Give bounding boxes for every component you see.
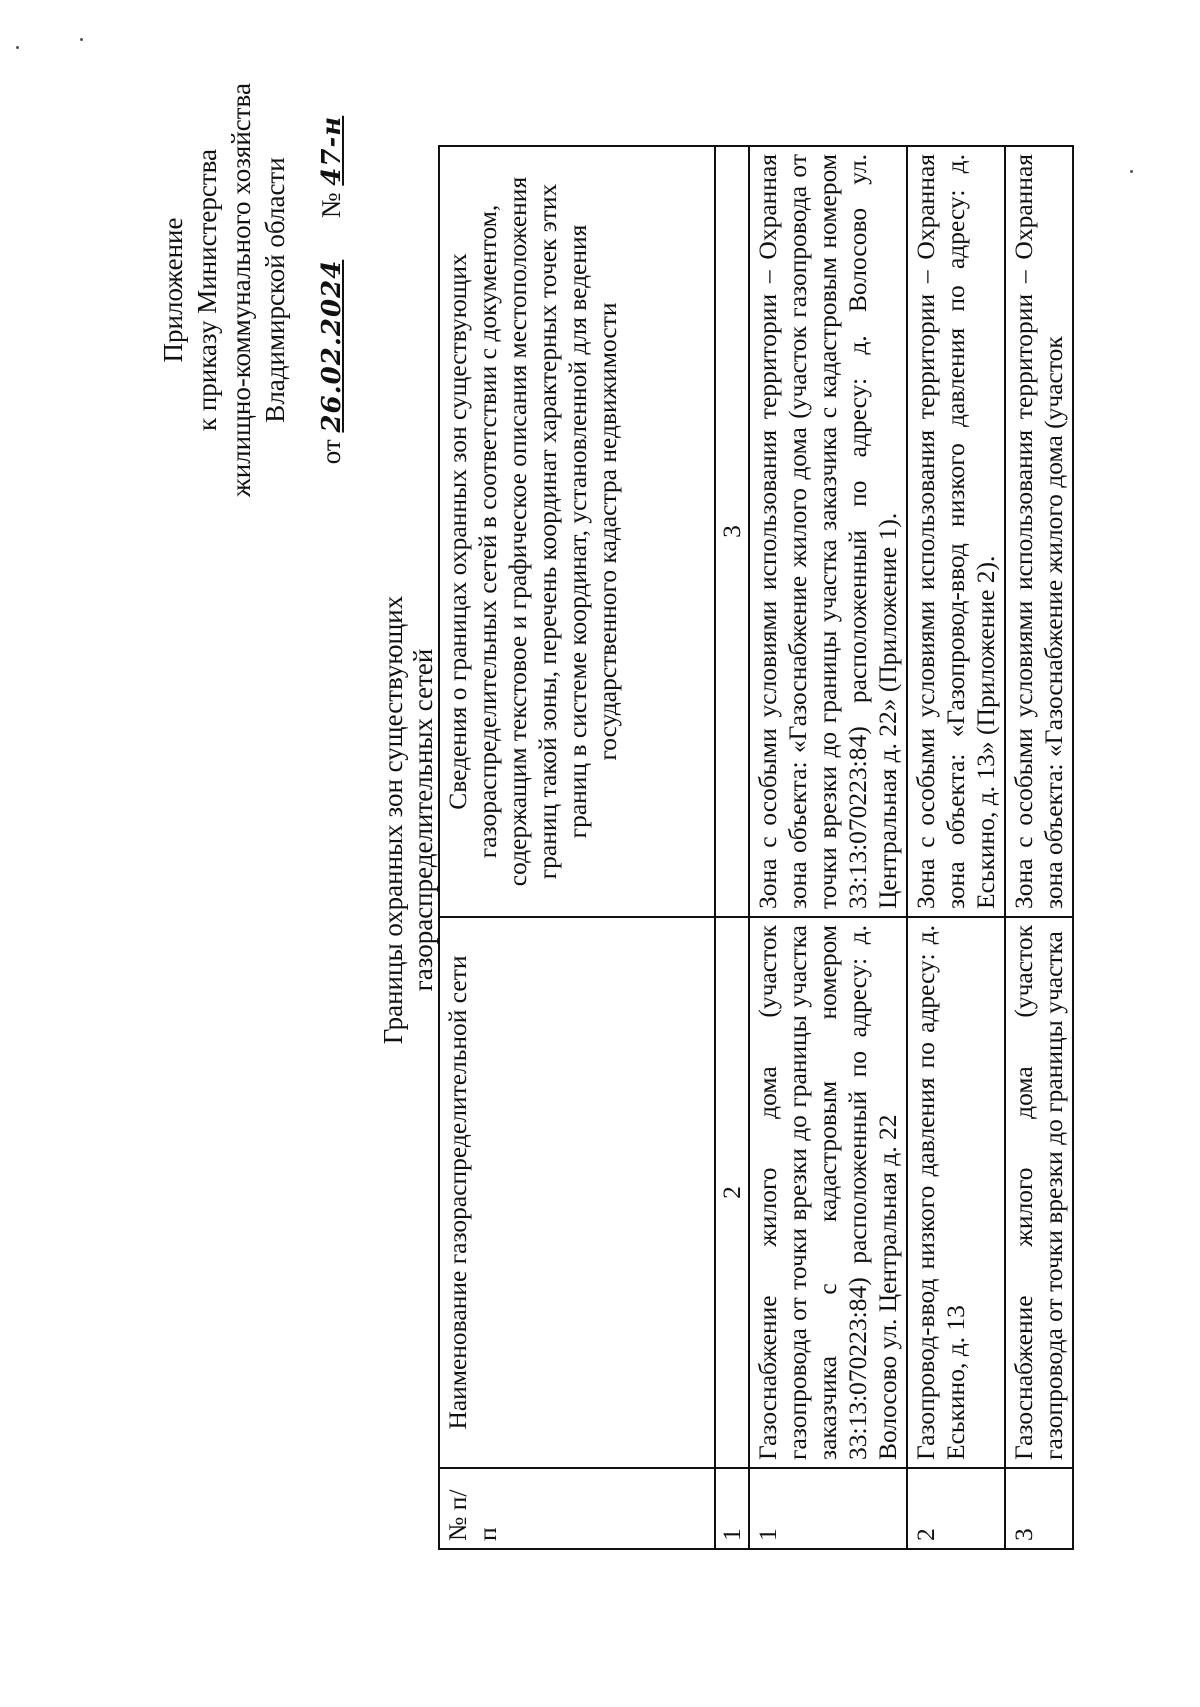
date-prefix: от	[316, 439, 346, 465]
table-row	[749, 146, 907, 1549]
scan-speck	[16, 46, 19, 49]
row-number: 1	[749, 1468, 907, 1549]
column-number: 3	[715, 146, 749, 917]
header-number: № п/п	[439, 1468, 715, 1549]
protection-zones-table	[438, 145, 1074, 1550]
column-number: 1	[715, 1468, 749, 1549]
table-header-row	[439, 146, 715, 1549]
row-zone-info: Зона с особыми условиями использования территории – Охранная зона объекта: «Газоснабжение жилого дома (участок газопровода от точки врезки до границы участка заказчика с кадастровым номером 33:13:070223:84) расположенный по адресу: д. Волосово ул. Центральная д. 22» (Приложение 1).	[749, 146, 907, 917]
appendix-date-number	[314, 60, 349, 520]
number-prefix: №	[316, 192, 346, 219]
row-zone-info: Зона с особыми условиями использования территории – Охранная зона объекта: «Газоснабжение жилого дома (участок	[1005, 146, 1073, 917]
appendix-ministry-line: жилищно-коммунального хозяйства	[226, 83, 256, 497]
appendix-region-line: Владимирской области	[260, 157, 290, 423]
table-row	[907, 146, 1005, 1549]
handwritten-number: 47-н	[317, 115, 347, 186]
row-zone-info: Зона с особыми условиями использования территории – Охранная зона объекта: «Газопровод-ввод низкого давления по адресу: д. Еськино, д. 13» (Приложение 2).	[907, 146, 1005, 917]
appendix-header	[156, 60, 349, 520]
header-zone-info: Сведения о границах охранных зон существующих газораспределительных сетей в соответствии с документом, содержащим текстовое и графическое описания местоположения границ такой зоны, перечень координат характерных точек этих границ в системе координат, установленной для ведения государственного кадастра недвижимости	[439, 146, 715, 917]
row-number: 2	[907, 1468, 1005, 1549]
rotated-page	[120, 0, 1120, 1560]
row-network-name: Газопровод-ввод низкого давления по адресу: д. Еськино, д. 13	[907, 917, 1005, 1468]
row-network-name: Газоснабжение жилого дома (участок газопровода от точки врезки до границы участка заказчика с кадастровым номером 33:13:070223:84) расположенный по адресу: д. Волосово ул. Центральная д. 22	[749, 917, 907, 1468]
column-number: 2	[715, 917, 749, 1468]
title-line-2: газораспределительных сетей	[408, 648, 438, 992]
scan-speck	[80, 38, 83, 41]
column-number-row	[715, 146, 749, 1549]
handwritten-date: 26.02.2024	[317, 259, 347, 433]
scan-speck	[1130, 170, 1133, 173]
title-line-1: Границы охранных зон существующих	[378, 595, 408, 1045]
header-network-name: Наименование газораспределительной сети	[439, 917, 715, 1468]
appendix-title: Приложение	[158, 217, 188, 363]
row-number: 3	[1005, 1468, 1073, 1549]
document-title	[378, 500, 438, 1140]
table-row	[1005, 146, 1073, 1549]
appendix-order-line: к приказу Министерства	[192, 148, 222, 432]
row-network-name: Газоснабжение жилого дома (участок газопровода от точки врезки до границы участка	[1005, 917, 1073, 1468]
